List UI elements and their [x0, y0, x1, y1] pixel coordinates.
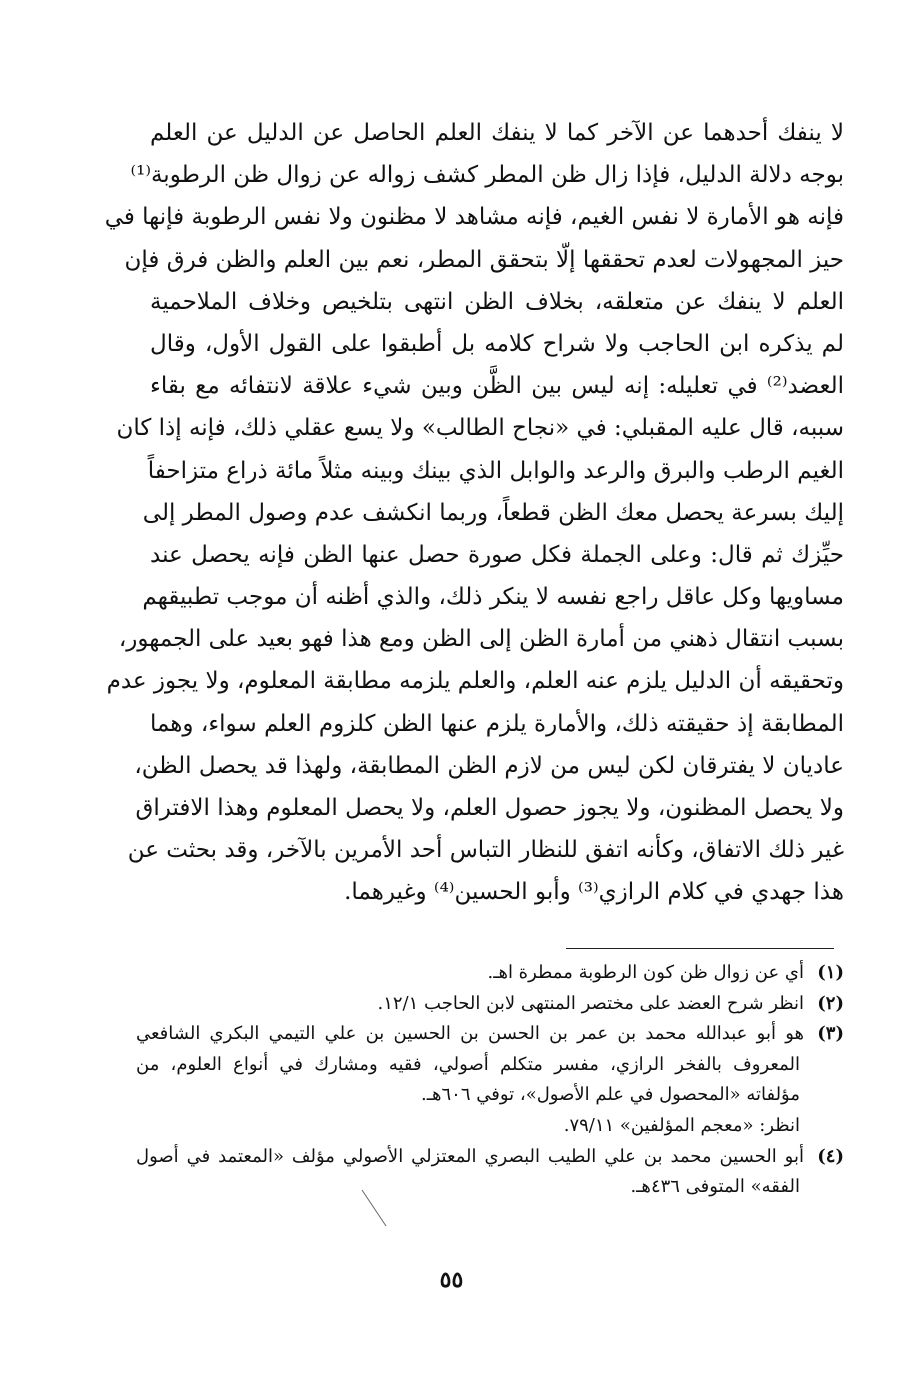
text-line-last: هذا جهدي في كلام الرازي⁽³⁾ وأبو الحسين⁽⁴⁾ وغيرهما.	[344, 879, 844, 906]
text-line: فإنه هو الأمارة لا نفس الغيم، فإنه مشاهد لا مظنون ولا نفس الرطوبة فإنها في	[104, 204, 844, 231]
text-line: عاديان لا يفترقان لكن ليس من لازم الظن المطابقة، ولهذا قد يحصل الظن،	[134, 752, 844, 779]
text-line: لا ينفك أحدهما عن الآخر كما لا ينفك العلم الحاصل عن الدليل عن العلم	[150, 120, 844, 146]
text-line: غير ذلك الاتفاق، وكأنه اتفق للنظار التباس أحد الأمرين بالآخر، وقد بحثت عن	[127, 837, 844, 864]
text-line: إليك بسرعة يحصل معك الظن قطعاً، وربما انكشف عدم وصول المطر إلى	[142, 499, 844, 526]
text-line: العلم لا ينفك عن متعلقه، بخلاف الظن انتهى بتلخيص وخلاف الملاحمية	[150, 288, 844, 315]
footnote-separator	[566, 948, 834, 949]
text-line: العضد⁽²⁾ في تعليله: إنه ليس بين الظَّن وبين شيء علاقة لانتفائه مع بقاء	[150, 373, 844, 400]
footnote-text: انظر شرح العضد على مختصر المنتهى لابن الحاجب ١٢/١.	[377, 992, 804, 1014]
footnote-text: أبو الحسين محمد بن علي الطيب البصري المعتزلي الأصولي مؤلف «المعتمد في أصول	[136, 1145, 804, 1167]
footnote-number: (١)	[817, 962, 844, 983]
page-number: ٥٥	[439, 1267, 464, 1293]
main-text	[104, 112, 844, 914]
footnote-4-continued: الفقه» المتوفى ٤٣٦هـ.	[630, 1176, 800, 1198]
pen-mark	[360, 1188, 390, 1228]
footnote-text: هو أبو عبدالله محمد بن عمر بن الحسن بن الحسين بن علي التيمي البكري الشافعي	[136, 1023, 804, 1045]
footnote-4	[136, 1142, 844, 1173]
text-line: حيز المجهولات لعدم تحققها إلّا بتحقق المطر، نعم بين العلم والظن فرق فإن	[124, 246, 844, 273]
text-line: ولا يحصل المظنون، ولا يجوز حصول العلم، ولا يحصل المعلوم وهذا الافتراق	[135, 795, 844, 821]
text-line: حيِّزك ثم قال: وعلى الجملة فكل صورة حصل عنها الظن فإنه يحصل عند	[150, 541, 844, 568]
text-line: مساويها وكل عاقل راجع نفسه لا ينكر ذلك، والذي أظنه أن موجب تطبيقهم	[142, 584, 844, 611]
footnote-number: (٢)	[817, 992, 844, 1014]
footnote-2	[136, 989, 844, 1020]
footnote-3	[136, 1019, 844, 1050]
footnotes	[136, 958, 844, 1203]
text-line: لم يذكره ابن الحاجب ولا شراح كلامه بل أطبقوا على القول الأول، وقال	[150, 330, 844, 357]
footnote-number: (٣)	[817, 1023, 844, 1045]
footnote-text: أي عن زوال ظن كون الرطوبة ممطرة اهـ.	[487, 962, 804, 983]
text-line: بسبب انتقال ذهني من أمارة الظن إلى الظن ومع هذا فهو بعيد على الجمهور،	[118, 626, 844, 653]
footnote-1	[136, 958, 844, 989]
text-line: الغيم الرطب والبرق والرعد والوابل الذي بينك وبينه مثلاً مائة ذراع متزاحفاً	[147, 457, 844, 484]
text-line: بوجه دلالة الدليل، فإذا زال ظن المطر كشف زواله عن زوال ظن الرطوبة⁽¹⁾	[130, 162, 844, 189]
footnote-3-continued: المعروف بالفخر الرازي، مفسر متكلم أصولي، فقيه ومشارك في أنواع العلوم، من	[136, 1053, 800, 1075]
footnote-number: (٤)	[817, 1145, 844, 1167]
footnote-3-continued: مؤلفاته «المحصول في علم الأصول»، توفي ٦٠٦هـ.	[421, 1084, 800, 1106]
text-line: وتحقيقه أن الدليل يلزم عنه العلم، والعلم يلزمه مطابقة المعلوم، ولا يجوز عدم	[106, 668, 844, 695]
text-line: سببه، قال عليه المقبلي: في «نجاح الطالب» ولا يسع عقلي ذلك، فإنه إذا كان	[116, 415, 844, 442]
footnote-3-reference: انظر: «معجم المؤلفين» ٧٩/١١.	[563, 1114, 800, 1136]
text-line: المطابقة إذ حقيقته ذلك، والأمارة يلزم عنها الظن كلزوم العلم سواء، وهما	[150, 710, 844, 737]
